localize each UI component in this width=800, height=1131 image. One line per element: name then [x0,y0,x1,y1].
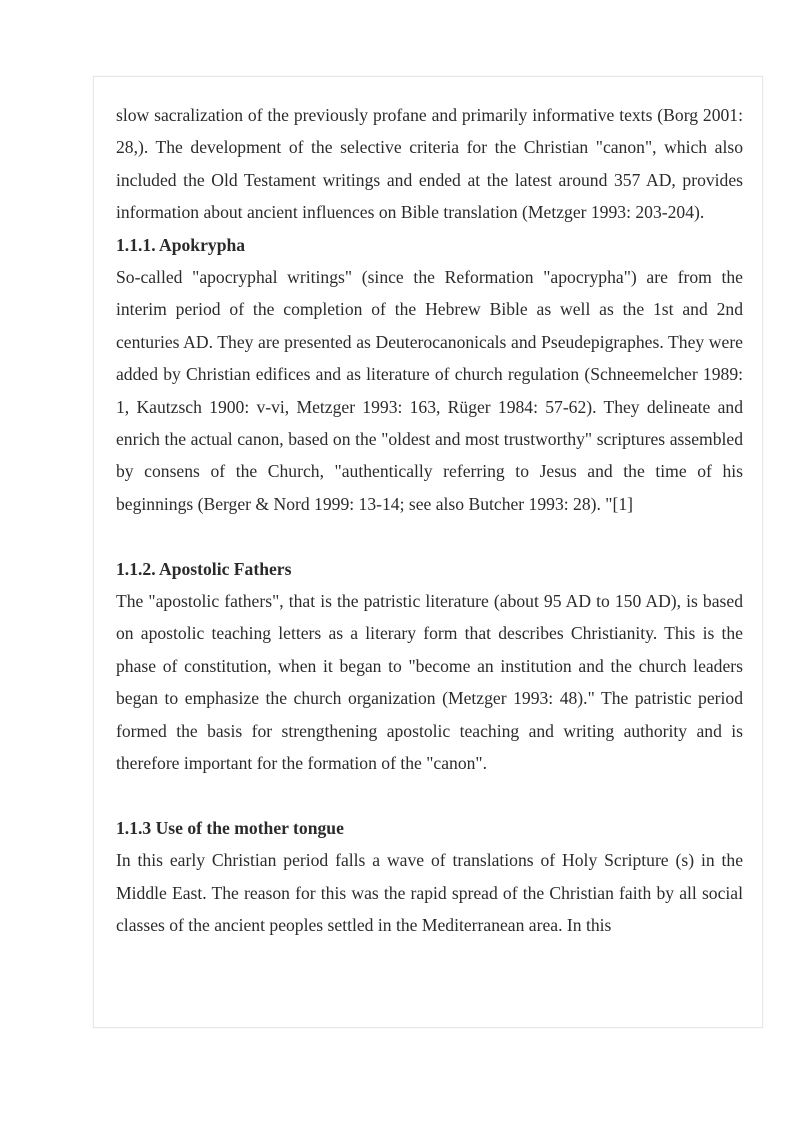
heading-apostolic-fathers: 1.1.2. Apostolic Fathers [116,558,292,579]
paragraph-spacer [116,520,743,552]
document-body [116,99,743,942]
paragraph-sacralization: slow sacralization of the previously profane and primarily informative texts (Borg 2001: 28,). The development of the selective criteria for the Christian "canon", which also included the Old Testament writings and ended at the latest around 357 AD, provides information about ancient influences on Bible translation (Metzger 1993: 203-204). [116,105,743,223]
document-page [93,76,763,1028]
paragraph-apokrypha: So-called "apocryphal writings" (since the Reformation "apocrypha") are from the interim period of the completion of the Hebrew Bible as well as the 1st and 2nd centuries AD. They are presented as Deuterocanonicals and Pseudepigraphes. They were added by Christian edifices and as literature of church regulation (Schneemelcher 1989: 1, Kautzsch 1900: v-vi, Metzger 1993: 163, Rüger 1984: 57-62). They delineate and enrich the actual canon, based on the "oldest and most trustworthy" scriptures assembled by consens of the Church, "authentically referring to Jesus and the time of his beginnings (Berger & Nord 1999: 13-14; see also Butcher 1993: 28). "[1] [116,267,743,514]
heading-mother-tongue: 1.1.3 Use of the mother tongue [116,817,344,838]
paragraph-apostolic-fathers: The "apostolic fathers", that is the patristic literature (about 95 AD to 150 AD), is based on apostolic teaching letters as a literary form that describes Christianity. This is the phase of constitution, when it began to "become an institution and the church leaders began to emphasize the church organization (Metzger 1993: 48)." The patristic period formed the basis for strengthening apostolic teaching and writing authority and is therefore important for the formation of the "canon". [116,591,743,774]
heading-apokrypha: 1.1.1. Apokrypha [116,234,246,255]
paragraph-spacer [116,780,743,812]
paragraph-mother-tongue: In this early Christian period falls a wave of translations of Holy Scripture (s) in the Middle East. The reason for this was the rapid spread of the Christian faith by all social classes of the ancient peoples settled in the Mediterranean area. In this [116,850,743,936]
